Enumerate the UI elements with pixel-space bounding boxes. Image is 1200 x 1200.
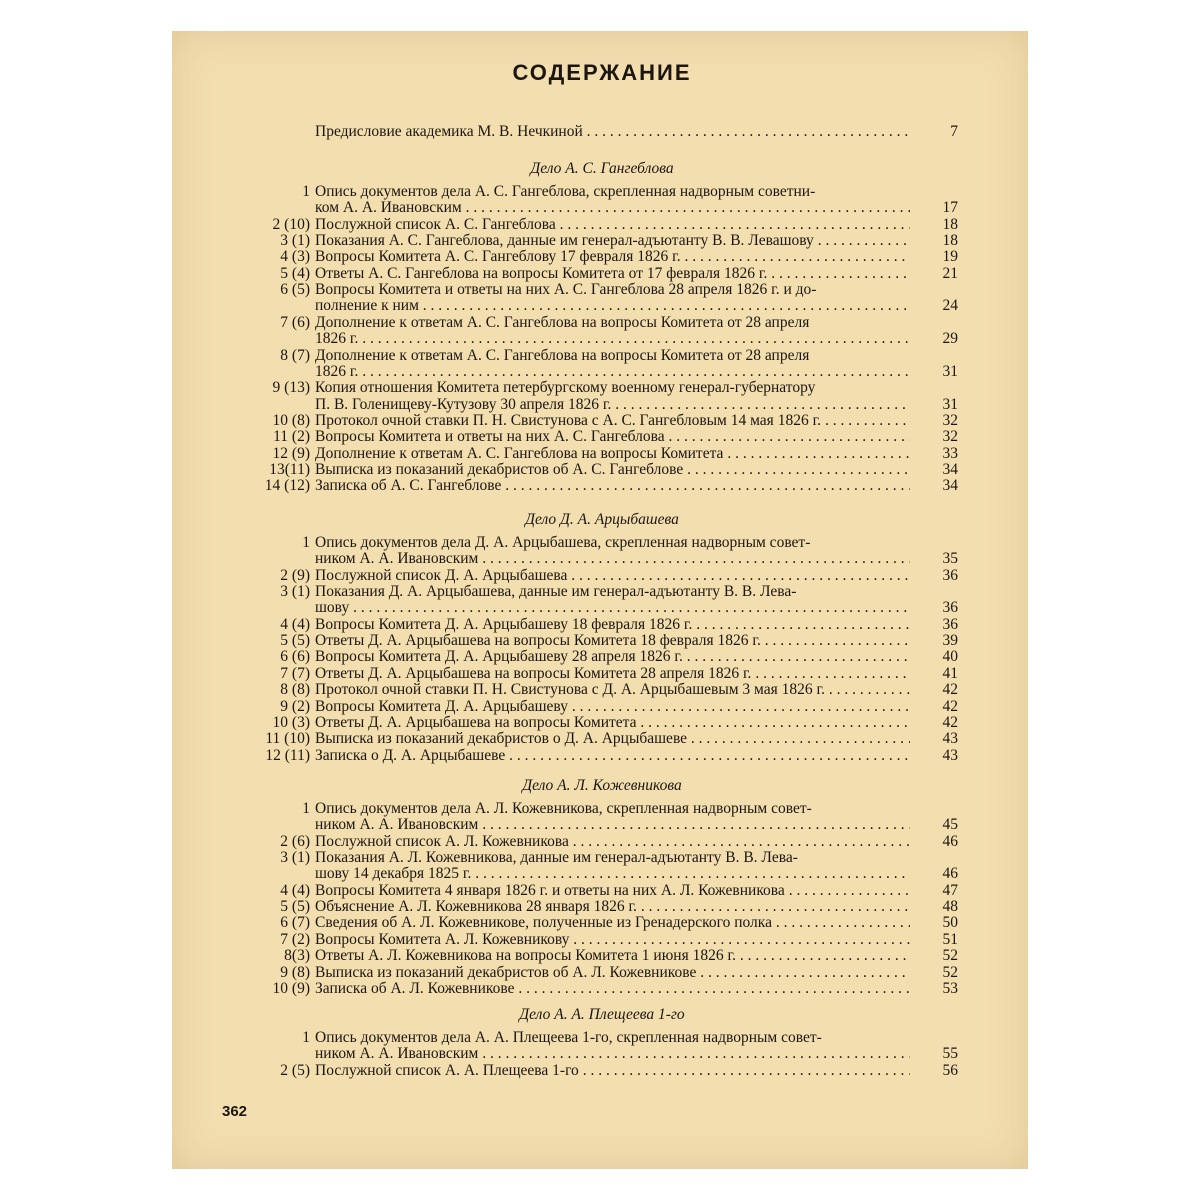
entry-title: Предисловие академика М. В. Нечкиной . . . — [315, 124, 910, 140]
entry-title: Показания А. Л. Кожевникова, данные им генерал-адъютанту В. В. Лева- — [315, 850, 798, 867]
entry-number: 3 (1) — [280, 583, 310, 601]
toc-line — [0, 249, 1200, 265]
entry-number: 6 (5) — [280, 281, 310, 299]
entry-title: Ответы Д. А. Арцыбашева на вопросы Комитета 28 апреля 1826 г. . . . — [315, 666, 910, 682]
entry-title: Дополнение к ответам А. С. Гангеблова на вопросы Комитета . . . — [315, 446, 910, 462]
entry-number: 10 (9) — [272, 979, 310, 997]
toc-line — [0, 535, 1200, 551]
entry-page: 36 — [942, 599, 958, 617]
entry-page: 32 — [942, 411, 958, 429]
entry-title: ником А. А. Ивановским . . . — [315, 1046, 910, 1062]
entry-title: ником А. А. Ивановским . . . — [315, 817, 910, 833]
toc-line — [0, 682, 1200, 698]
entry-title: Вопросы Комитета А. Л. Кожевникову . . . — [315, 932, 910, 948]
entry-title: шову 14 декабря 1825 г. . . . — [315, 866, 910, 882]
entry-title: Вопросы Комитета А. С. Гангеблову 17 февраля 1826 г. . . . — [315, 249, 910, 265]
entry-number: 9 (2) — [280, 697, 310, 715]
entry-title: Послужной список Д. А. Арцыбашева . . . — [315, 568, 910, 584]
page-number: 362 — [222, 1103, 248, 1120]
toc-line — [0, 1063, 1200, 1079]
entry-number: 7 (7) — [280, 664, 310, 682]
toc-line — [0, 1030, 1200, 1046]
entry-title: Вопросы Комитета и ответы на них А. С. Гангеблова . . . — [315, 429, 910, 445]
entry-number: 12 (9) — [272, 444, 310, 462]
entry-page: 42 — [942, 681, 958, 699]
toc-line — [0, 331, 1200, 347]
entry-title: Послужной список А. Л. Кожевникова . . . — [315, 834, 910, 850]
page-title: СОДЕРЖАНИЕ — [512, 60, 692, 85]
entry-title: ком А. А. Ивановским . . . — [315, 200, 910, 216]
entry-title: Вопросы Комитета 4 января 1826 г. и ответы на них А. Л. Кожевникова . . . — [315, 883, 910, 899]
entry-page: 46 — [942, 865, 958, 883]
entry-page: 7 — [950, 123, 958, 140]
entry-page: 32 — [942, 428, 958, 446]
entry-page: 35 — [942, 550, 958, 568]
toc-line — [0, 633, 1200, 649]
entry-number: 8 (8) — [280, 681, 310, 699]
toc-line — [0, 184, 1200, 200]
entry-page: 51 — [942, 930, 958, 948]
toc-line — [0, 801, 1200, 817]
toc-line — [0, 866, 1200, 882]
entry-page: 56 — [942, 1061, 958, 1079]
entry-page: 42 — [942, 697, 958, 715]
section-heading: Дело А. А. Плещеева 1-го — [519, 1006, 685, 1023]
entry-page: 55 — [942, 1045, 958, 1063]
entry-title: Дополнение к ответам А. С. Гангеблова на вопросы Комитета от 28 апреля — [315, 347, 810, 364]
toc-line — [0, 915, 1200, 931]
toc-line — [0, 551, 1200, 567]
entry-title: Вопросы Комитета Д. А. Арцыбашеву . . . — [315, 699, 910, 715]
toc-line — [0, 617, 1200, 633]
entry-title: Вопросы Комитета и ответы на них А. С. Гангеблова 28 апреля 1826 г. и до- — [315, 282, 817, 299]
entry-number: 2 (5) — [280, 1061, 310, 1079]
entry-number: 7 (6) — [280, 313, 310, 331]
entry-number: 6 (6) — [280, 648, 310, 666]
entry-title: Ответы Д. А. Арцыбашева на вопросы Комитета . . . — [315, 715, 910, 731]
entry-page: 17 — [942, 199, 958, 217]
toc-line — [0, 462, 1200, 478]
entry-number: 2 (6) — [280, 832, 310, 850]
entry-page: 31 — [942, 362, 958, 380]
entry-page: 36 — [942, 566, 958, 584]
entry-page: 21 — [942, 264, 958, 282]
entry-title: Послужной список А. С. Гангеблова . . . — [315, 217, 910, 233]
entry-number: 3 (1) — [280, 849, 310, 867]
entry-page: 43 — [942, 746, 958, 764]
entry-number: 3 (1) — [280, 232, 310, 250]
entry-title: Записка об А. С. Гангеблове . . . — [315, 478, 910, 494]
entry-number: 1 — [302, 183, 310, 200]
toc-line — [0, 1046, 1200, 1062]
entry-title: Записка о Д. А. Арцыбашеве . . . — [315, 748, 910, 764]
entry-title: П. В. Голенищеву-Кутузову 30 апреля 1826 г. . . . — [315, 397, 910, 413]
entry-title: Ответы А. С. Гангеблова на вопросы Комитета от 17 февраля 1826 г. . . . — [315, 266, 910, 282]
entry-title: шову . . . — [315, 600, 910, 616]
entry-page: 34 — [942, 460, 958, 478]
entry-title: Протокол очной ставки П. Н. Свистунова с Д. А. Арцыбашевым 3 мая 1826 г. . . . — [315, 682, 910, 698]
entry-number: 11 (10) — [265, 730, 310, 748]
toc-line — [0, 850, 1200, 866]
entry-number: 4 (4) — [280, 881, 310, 899]
entry-number: 2 (9) — [280, 566, 310, 584]
entry-page: 40 — [942, 648, 958, 666]
entry-title: Ответы А. Л. Кожевникова на вопросы Комитета 1 июня 1826 г. . . . — [315, 948, 910, 964]
entry-number: 1 — [302, 1029, 310, 1046]
entry-number: 14 (12) — [264, 477, 310, 495]
entry-number: 4 (4) — [280, 615, 310, 633]
entry-title: Опись документов дела Д. А. Арцыбашева, скрепленная надворным совет- — [315, 535, 811, 551]
entry-number: 11 (2) — [273, 428, 310, 446]
entry-number: 10 (8) — [272, 411, 310, 429]
entry-page: 18 — [942, 232, 958, 250]
toc-line — [0, 649, 1200, 665]
toc-line — [0, 600, 1200, 616]
toc-line — [0, 298, 1200, 314]
entry-number: 1 — [302, 800, 310, 817]
entry-number: 5 (5) — [280, 898, 310, 916]
entry-page: 29 — [942, 330, 958, 348]
toc-line — [0, 315, 1200, 331]
entry-title: Выписка из показаний декабристов об А. Л. Кожевникове . . . — [315, 965, 910, 981]
entry-page: 33 — [942, 444, 958, 462]
entry-page: 34 — [942, 477, 958, 495]
entry-title: полнение к ним . . . — [315, 298, 910, 314]
entry-page: 53 — [942, 979, 958, 997]
entry-number: 9 (8) — [280, 963, 310, 981]
entry-title: Записка об А. Л. Кожевникове . . . — [315, 981, 910, 997]
entry-page: 48 — [942, 898, 958, 916]
entry-number: 4 (3) — [280, 248, 310, 266]
toc-line — [0, 965, 1200, 981]
toc-line — [0, 817, 1200, 833]
entry-page: 31 — [942, 395, 958, 413]
entry-number: 2 (10) — [272, 215, 310, 233]
toc-line — [0, 478, 1200, 494]
entry-number: 8(3) — [284, 947, 310, 965]
toc-line — [0, 364, 1200, 380]
entry-title: 1826 г. . . . — [315, 331, 910, 347]
entry-number: 8 (7) — [280, 346, 310, 364]
entry-page: 45 — [942, 816, 958, 834]
entry-title: Копия отношения Комитета петербургскому военному генерал-губернатору — [315, 380, 816, 397]
toc-line — [0, 899, 1200, 915]
entry-page: 43 — [942, 730, 958, 748]
entry-page: 24 — [942, 297, 958, 315]
entry-number: 12 (11) — [265, 746, 310, 764]
entry-title: Выписка из показаний декабристов об А. С. Гангеблове . . . — [315, 462, 910, 478]
entry-page: 52 — [942, 963, 958, 981]
section-heading: Дело А. Л. Кожевникова — [522, 777, 682, 794]
toc-line — [0, 666, 1200, 682]
entry-page: 42 — [942, 713, 958, 731]
entry-title: Дополнение к ответам А. С. Гангеблова на вопросы Комитета от 28 апреля — [315, 314, 810, 331]
entry-page: 18 — [942, 215, 958, 233]
toc-line — [0, 266, 1200, 282]
entry-number: 9 (13) — [272, 379, 310, 397]
entry-page: 41 — [942, 664, 958, 682]
toc-line — [0, 981, 1200, 997]
toc-line — [0, 584, 1200, 600]
toc-line — [0, 715, 1200, 731]
entry-title: Опись документов дела А. С. Гангеблова, скрепленная надворным советни- — [315, 184, 816, 200]
toc-line — [0, 748, 1200, 764]
toc-line — [0, 348, 1200, 364]
toc-line — [0, 834, 1200, 850]
entry-title: Вопросы Комитета Д. А. Арцыбашеву 18 февраля 1826 г. . . . — [315, 617, 910, 633]
toc-line — [0, 568, 1200, 584]
entry-title: Объяснение А. Л. Кожевникова 28 января 1826 г. . . . — [315, 899, 910, 915]
entry-page: 47 — [942, 881, 958, 899]
entry-title: Опись документов дела А. А. Плещеева 1-го, скрепленная надворным совет- — [315, 1030, 822, 1046]
entry-page: 50 — [942, 914, 958, 932]
entry-page: 39 — [942, 632, 958, 650]
entry-number: 10 (3) — [272, 713, 310, 731]
entry-title: Показания Д. А. Арцыбашева, данные им генерал-адъютанту В. В. Лева- — [315, 584, 797, 601]
toc-line — [0, 699, 1200, 715]
toc-line — [0, 948, 1200, 964]
toc-line — [0, 200, 1200, 216]
entry-number: 5 (5) — [280, 632, 310, 650]
entry-page: 19 — [942, 248, 958, 266]
entry-title: ником А. А. Ивановским . . . — [315, 551, 910, 567]
entry-title: Опись документов дела А. Л. Кожевникова, скрепленная надворным совет- — [315, 801, 812, 817]
entry-title: 1826 г. . . . — [315, 364, 910, 380]
entry-title: Показания А. С. Гангеблова, данные им генерал-адъютанту В. В. Левашову . . . — [315, 233, 910, 249]
entry-title: Сведения об А. Л. Кожевникове, полученные из Гренадерского полка . . . — [315, 915, 910, 931]
section-heading: Дело А. С. Гангеблова — [530, 160, 674, 177]
entry-title: Ответы Д. А. Арцыбашева на вопросы Комитета 18 февраля 1826 г. . . . — [315, 633, 910, 649]
toc-line — [0, 932, 1200, 948]
toc-line — [0, 397, 1200, 413]
entry-number: 6 (7) — [280, 914, 310, 932]
toc-line — [0, 446, 1200, 462]
entry-number: 1 — [302, 534, 310, 551]
entry-title: Послужной список А. А. Плещеева 1-го . . . — [315, 1063, 910, 1079]
toc-line — [0, 217, 1200, 233]
toc-line — [0, 233, 1200, 249]
toc-line — [0, 124, 1200, 140]
entry-page: 36 — [942, 615, 958, 633]
entry-page: 52 — [942, 947, 958, 965]
entry-number: 7 (2) — [280, 930, 310, 948]
entry-title: Вопросы Комитета Д. А. Арцыбашеву 28 апреля 1826 г. . . . — [315, 649, 910, 665]
entry-page: 46 — [942, 832, 958, 850]
toc-line — [0, 429, 1200, 445]
toc-line — [0, 883, 1200, 899]
entry-number: 13(11) — [269, 460, 310, 478]
toc-line — [0, 380, 1200, 396]
toc-line — [0, 731, 1200, 747]
toc-line — [0, 282, 1200, 298]
toc-line — [0, 413, 1200, 429]
entry-title: Протокол очной ставки П. Н. Свистунова с А. С. Гангебловым 14 мая 1826 г. . . . — [315, 413, 910, 429]
entry-title: Выписка из показаний декабристов о Д. А. Арцыбашеве . . . — [315, 731, 910, 747]
section-heading: Дело Д. А. Арцыбашева — [525, 511, 679, 528]
entry-number: 5 (4) — [280, 264, 310, 282]
